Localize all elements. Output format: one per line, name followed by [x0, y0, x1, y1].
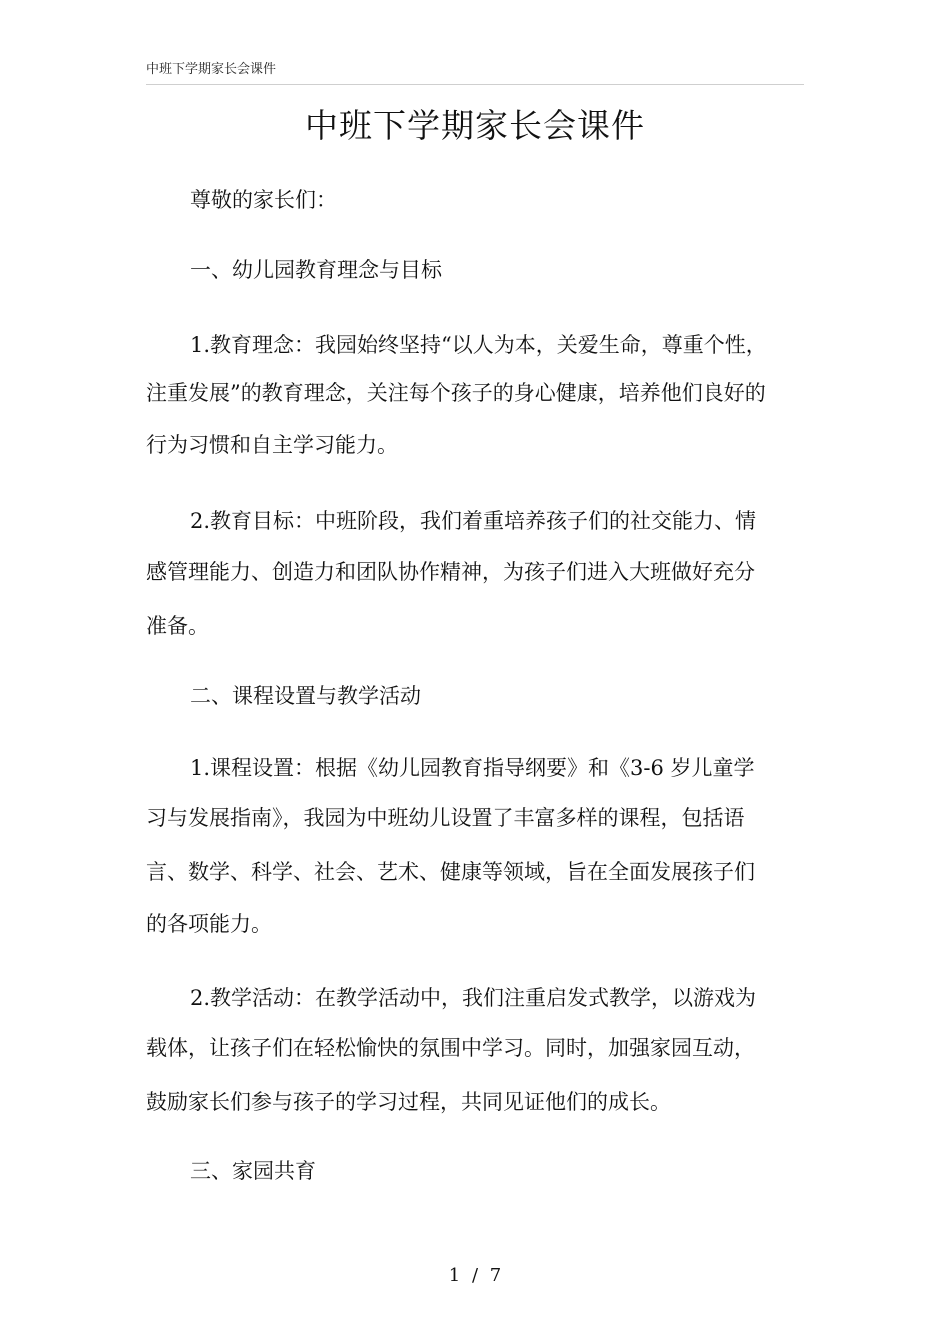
header-rule	[146, 84, 804, 85]
paragraph-line: 2.教学活动：在教学活动中，我们注重启发式教学，以游戏为	[190, 986, 757, 1010]
document-title: 中班下学期家长会课件	[305, 106, 645, 145]
paragraph-line: 载体，让孩子们在轻松愉快的氛围中学习。同时，加强家园互动，	[146, 1036, 755, 1060]
salutation: 尊敬的家长们：	[190, 188, 337, 212]
paragraph-line: 感管理能力、创造力和团队协作精神，为孩子们进入大班做好充分	[146, 560, 755, 584]
paragraph-line: 1.课程设置：根据《幼儿园教育指导纲要》和《3-6 岁儿童学	[190, 756, 755, 780]
section-heading-2: 二、课程设置与教学活动	[190, 684, 421, 708]
paragraph-line: 行为习惯和自主学习能力。	[146, 433, 398, 457]
paragraph-line: 习与发展指南》，我园为中班幼儿设置了丰富多样的课程，包括语	[146, 806, 745, 830]
running-header: 中班下学期家长会课件	[146, 62, 277, 77]
paragraph-line: 鼓励家长们参与孩子的学习过程，共同见证他们的成长。	[146, 1090, 671, 1114]
paragraph-line: 准备。	[146, 614, 209, 638]
paragraph-line: 2.教育目标：中班阶段，我们着重培养孩子们的社交能力、情	[190, 509, 757, 533]
section-heading-3: 三、家园共育	[190, 1159, 316, 1183]
section-heading-1: 一、幼儿园教育理念与目标	[190, 258, 442, 282]
paragraph-line: 言、数学、科学、社会、艺术、健康等领域，旨在全面发展孩子们	[146, 860, 755, 884]
paragraph-line: 的各项能力。	[146, 912, 272, 936]
page-number: 1 / 7	[448, 1265, 502, 1286]
paragraph-line: 注重发展”的教育理念，关注每个孩子的身心健康，培养他们良好的	[146, 381, 766, 405]
paragraph-line: 1.教育理念：我园始终坚持“以人为本，关爱生命，尊重个性，	[190, 333, 767, 357]
